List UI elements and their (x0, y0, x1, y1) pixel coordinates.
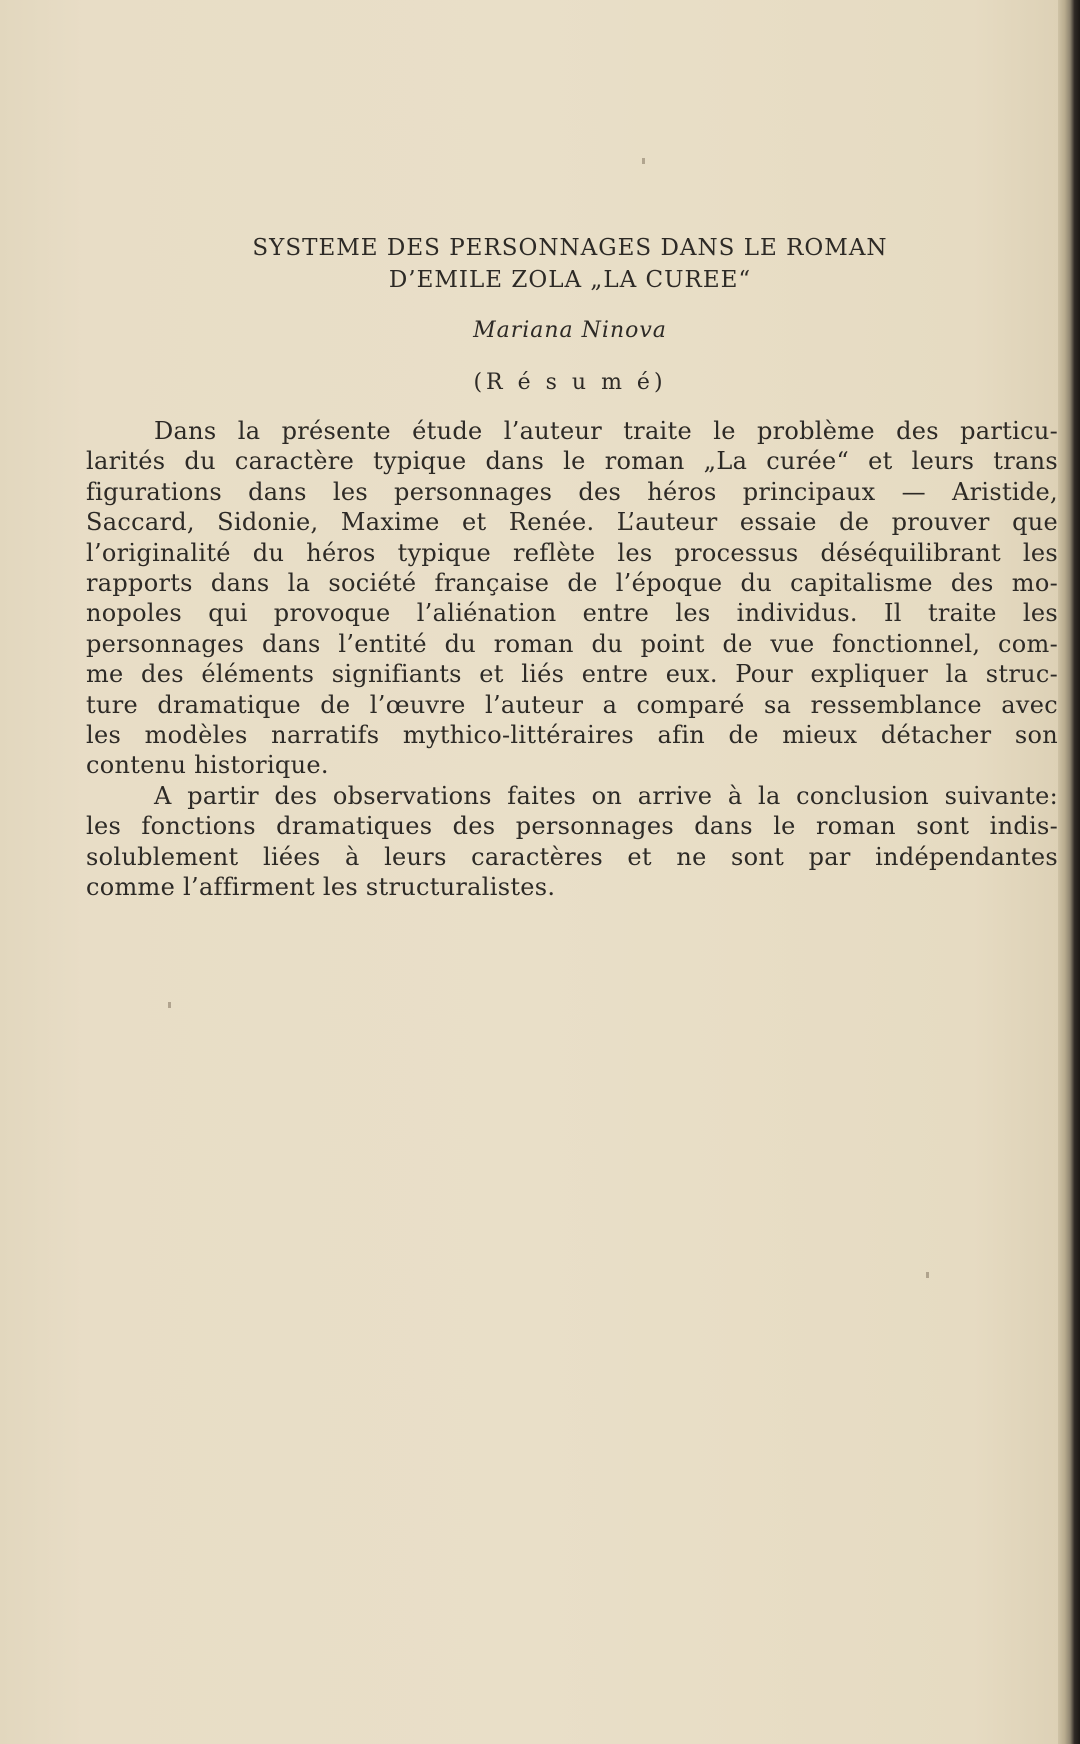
author-name: Mariana Ninova (473, 318, 667, 343)
paragraph-2 (86, 781, 1058, 903)
text-line: l’originalité du héros typique reflète les processus déséquilibrant les (86, 538, 1058, 567)
book-spine-edge (1058, 0, 1080, 1744)
paper-speck (642, 158, 645, 164)
text-line: Saccard, Sidonie, Maxime et Renée. L’auteur essaie de prouver que (86, 508, 1058, 537)
resume-label: (R é s u m é) (473, 370, 667, 395)
title-line-1: SYSTEME DES PERSONNAGES DANS LE ROMAN (252, 235, 888, 261)
text-line: les fonctions dramatiques des personnages dans le roman sont indis- (86, 812, 1058, 841)
text-line: larités du caractère typique dans le roman „La curée“ et leurs trans (86, 447, 1058, 476)
text-line: ture dramatique de l’œuvre l’auteur a comparé sa ressemblance avec (86, 690, 1058, 719)
text-line: Dans la présente étude l’auteur traite le problème des particu- (154, 417, 1058, 445)
article-title (180, 232, 960, 296)
paper-speck (168, 1002, 171, 1008)
text-line: les modèles narratifs mythico-littéraires afin de mieux détacher son (86, 721, 1058, 750)
article-body (86, 416, 1058, 903)
text-line: comme l’affirment les structuralistes. (86, 873, 556, 902)
text-line: rapports dans la société française de l’époque du capitalisme des mo- (86, 569, 1058, 598)
text-line: me des éléments signifiants et liés entre eux. Pour expliquer la struc- (86, 660, 1058, 689)
text-line: figurations dans les personnages des héros principaux — Aristide, (86, 477, 1058, 506)
text-line: solublement liées à leurs caractères et ne sont par indépendantes (86, 842, 1058, 871)
title-line-2: D’EMILE ZOLA „LA CUREE“ (388, 267, 752, 293)
text-line: personnages dans l’entité du roman du point de vue fonctionnel, com- (86, 629, 1058, 658)
text-line: A partir des observations faites on arrive à la conclusion suivante: (154, 781, 1058, 810)
text-line: contenu historique. (86, 751, 329, 780)
paper-speck (926, 1272, 929, 1278)
paragraph-1 (86, 416, 1058, 781)
text-line: nopoles qui provoque l’aliénation entre les individus. Il traite les (86, 599, 1058, 628)
